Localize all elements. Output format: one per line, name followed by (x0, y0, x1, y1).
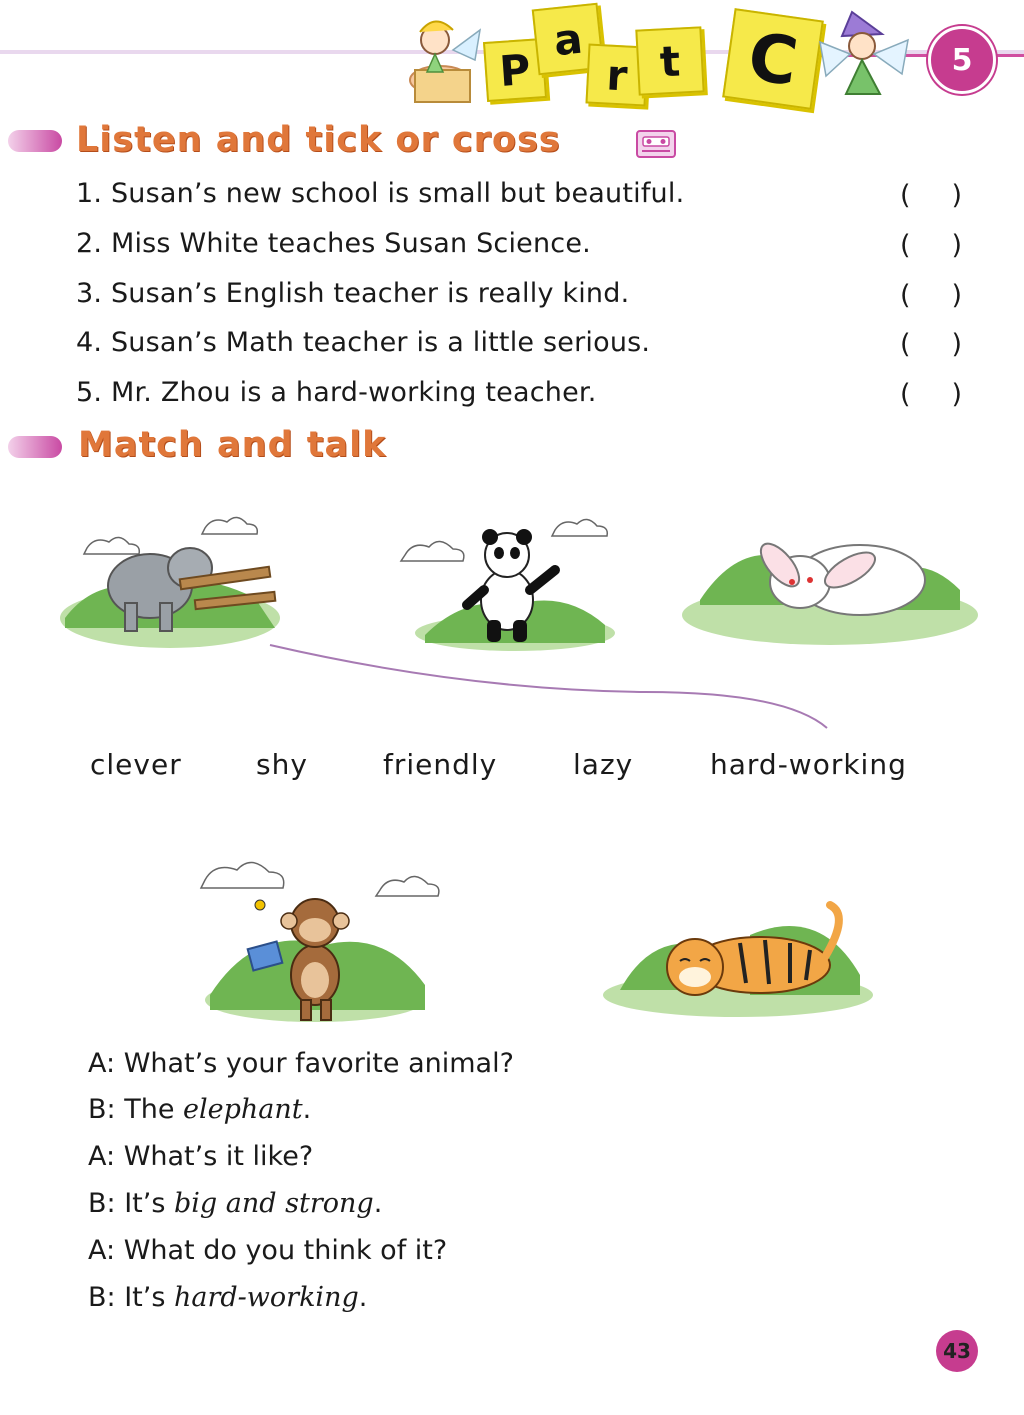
part-block-t (635, 26, 704, 95)
section-title-listen: Listen and tick or cross (76, 120, 561, 160)
panda-picture[interactable] (395, 505, 625, 655)
word-shy[interactable]: shy (256, 748, 308, 781)
unit-number-badge (928, 26, 996, 94)
section-title-match: Match and talk (78, 425, 387, 465)
dialog-line-2 (88, 1094, 311, 1125)
dialog-line-1 (88, 1048, 514, 1079)
elephant-picture[interactable] (55, 498, 285, 648)
part-letter: r (605, 49, 629, 101)
question-5: 5. Mr. Zhou is a hard-working teacher. (76, 377, 597, 408)
dialog-punct: . (358, 1282, 368, 1313)
dialog-line-4 (88, 1188, 382, 1219)
word-lazy[interactable]: lazy (573, 748, 634, 781)
tiger-picture[interactable] (600, 895, 875, 1020)
part-label: C (743, 17, 803, 101)
dialog-text: What do you think of it? (123, 1235, 448, 1266)
question-1: 1. Susan’s new school is small but beautiful. (76, 178, 685, 209)
fairy-left-illustration (395, 10, 490, 105)
word-friendly[interactable]: friendly (383, 748, 498, 781)
cassette-tape-icon (636, 130, 676, 158)
word-hard-working[interactable]: hard-working (710, 748, 907, 781)
question-4: 4. Susan’s Math teacher is a little serious. (76, 327, 651, 358)
word-clever[interactable]: clever (90, 748, 182, 781)
question-3: 3. Susan’s English teacher is really kind. (76, 278, 630, 309)
speaker-label: B: (88, 1188, 116, 1219)
speaker-label: A: (88, 1048, 116, 1079)
part-letter: t (658, 36, 682, 86)
part-letter: P (497, 44, 533, 96)
speaker-label: B: (88, 1094, 116, 1125)
speaker-label: A: (88, 1141, 116, 1172)
answer-box-1[interactable]: ( ) (900, 180, 962, 211)
answer-box-5[interactable]: ( ) (900, 379, 962, 410)
rabbit-picture[interactable] (680, 520, 980, 650)
dialog-line-5 (88, 1235, 447, 1266)
speaker-label: B: (88, 1282, 116, 1313)
answer-box-2[interactable]: ( ) (900, 230, 962, 261)
dialog-text: What’s it like? (123, 1141, 314, 1172)
dialog-text: It’s (124, 1188, 174, 1219)
speaker-label: A: (88, 1235, 116, 1266)
dialog-text: It’s (124, 1282, 174, 1313)
matching-line (265, 640, 835, 740)
answer-box-4[interactable]: ( ) (900, 329, 962, 360)
dialog-punct: . (373, 1188, 383, 1219)
question-2: 2. Miss White teaches Susan Science. (76, 228, 591, 259)
dialog-answer-word: hard-working (174, 1282, 359, 1313)
dialog-text: The (124, 1094, 184, 1125)
part-block-c (722, 8, 824, 110)
monkey-picture[interactable] (175, 835, 455, 1025)
dialog-punct: . (302, 1094, 312, 1125)
dialog-text: What’s your favorite animal? (123, 1048, 514, 1079)
dialog-answer-word: big and strong (174, 1188, 374, 1219)
page-number: 43 (943, 1339, 971, 1363)
page-number-badge (936, 1330, 978, 1372)
dialog-line-3 (88, 1141, 313, 1172)
dialog-line-6 (88, 1282, 367, 1313)
answer-box-3[interactable]: ( ) (900, 280, 962, 311)
dialog-answer-word: elephant (183, 1094, 303, 1125)
part-letter: a (551, 13, 585, 65)
fairy-right-illustration (812, 4, 912, 104)
section-bullet-icon (8, 436, 62, 458)
unit-number: 5 (951, 42, 973, 78)
section-bullet-icon (8, 130, 62, 152)
